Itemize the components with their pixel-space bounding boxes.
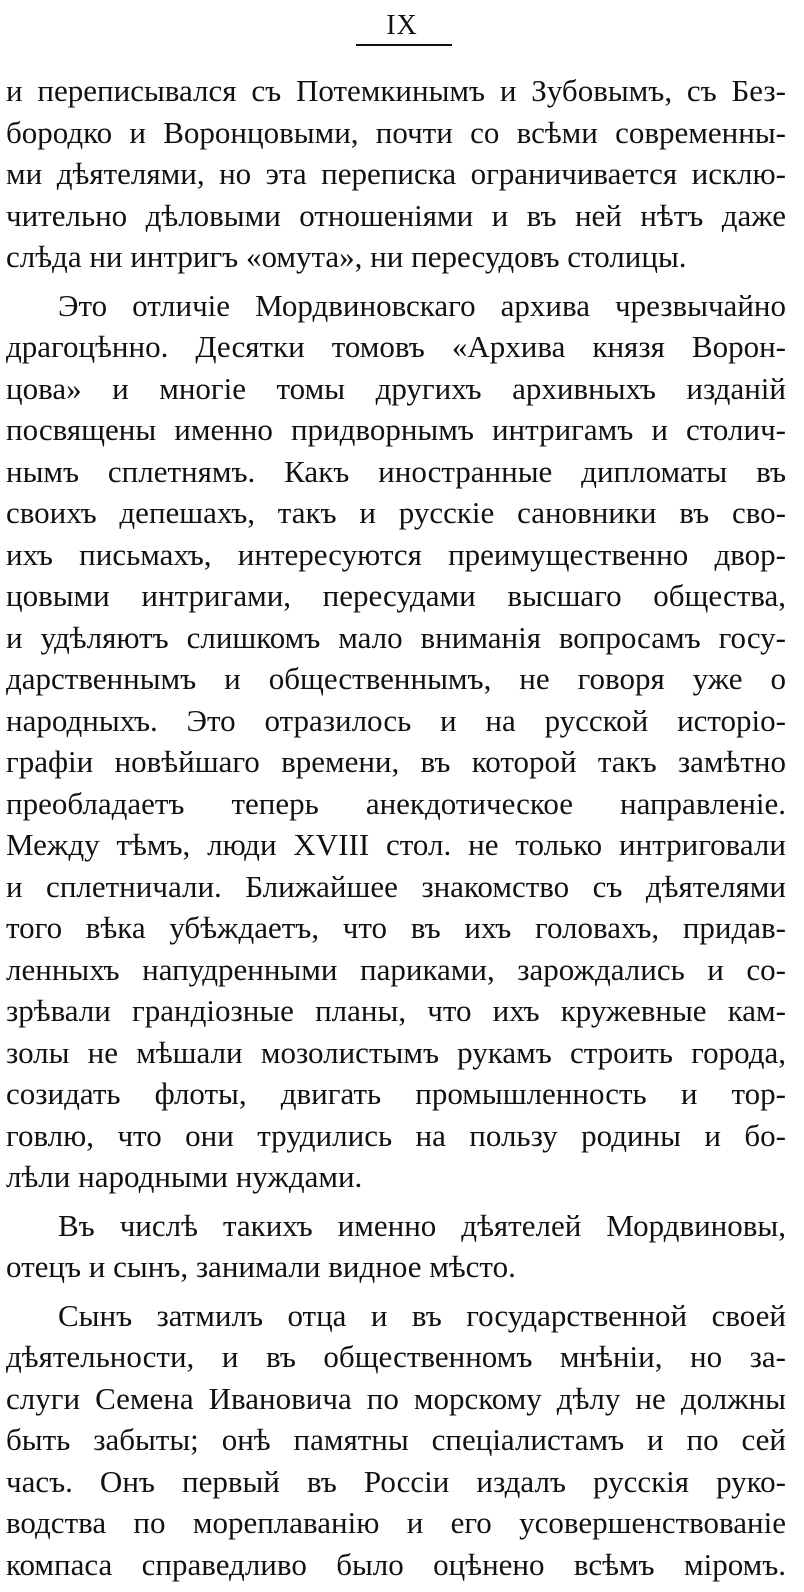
text-line: того вѣка убѣждаетъ, что въ ихъ головахъ, придав- (6, 910, 786, 945)
text-line: часъ. Онъ первый въ Россіи издалъ русскія руко- (6, 1463, 786, 1499)
text-line: и сплетничали. Ближайшее знакомство съ дѣятелями (6, 868, 786, 904)
text-line: слѣда ни интригъ «омута», ни пересудовъ столицы. (6, 239, 687, 274)
text-line: посвящены именно придворнымъ интригамъ и столич- (6, 412, 786, 447)
paragraph (6, 1205, 786, 1288)
text-line: лѣли народными нуждами. (6, 1159, 363, 1194)
text-line: и удѣляютъ слишкомъ мало вниманія вопросамъ госу- (6, 619, 786, 655)
page-header (0, 8, 804, 44)
text-line: слуги Семена Ивановича по морскому дѣлу не должны (6, 1380, 786, 1416)
text-line: созидать флоты, двигать промышленность и тор- (6, 1076, 786, 1111)
text-line: дарственнымъ и общественнымъ, не говоря уже о (6, 661, 786, 696)
text-line: Сынъ затмилъ отца и въ государственной своей (58, 1297, 786, 1333)
text-line: отецъ и сынъ, занимали видное мѣсто. (6, 1249, 516, 1284)
text-line: дѣятельности, и въ общественномъ мнѣніи, но за- (6, 1339, 786, 1374)
text-line: народныхъ. Это отразилось и на русской исторіо- (6, 702, 786, 738)
text-line: Между тѣмъ, люди XVIII стол. не только интриговали (6, 827, 786, 862)
paragraph (6, 1295, 786, 1586)
text-line: водства по мореплаванію и его усовершенствованіе (6, 1505, 786, 1540)
text-body (6, 70, 786, 1592)
text-line: графіи новѣйшаго времени, въ которой такъ замѣтно (6, 744, 786, 779)
text-line: и переписывался съ Потемкинымъ и Зубовымъ, съ Без- (6, 73, 786, 108)
page-number: IX (386, 10, 418, 41)
text-line: быть забыты; онѣ памятны спеціалистамъ и по сей (6, 1422, 786, 1457)
text-line: ленныхъ напудренными париками, зарождались и со- (6, 951, 786, 987)
text-line: компаса справедливо было оцѣнено всѣмъ міромъ. (6, 1546, 786, 1582)
text-line: нымъ сплетнямъ. Какъ иностранные дипломаты въ (6, 453, 786, 489)
text-line: преобладаетъ теперь анекдотическое направленіе. (6, 785, 786, 821)
text-line: цова» и многіе томы другихъ архивныхъ изданій (6, 370, 786, 406)
text-line: Въ числѣ такихъ именно дѣятелей Мордвиновы, (58, 1207, 786, 1243)
text-line: говлю, что они трудились на пользу родины и бо- (6, 1117, 786, 1153)
text-line: ихъ письмахъ, интересуются преимущественно двор- (6, 536, 786, 572)
text-line: Это отличіе Мордвиновскаго архива чрезвычайно (58, 287, 786, 323)
paragraph (6, 70, 786, 278)
text-line: драгоцѣнно. Десятки томовъ «Архива князя Ворон- (6, 329, 786, 364)
text-line: бородко и Воронцовыми, почти со всѣми современны- (6, 114, 786, 150)
text-line: золы не мѣшали мозолистымъ рукамъ строить города, (6, 1034, 786, 1070)
text-line: своихъ депешахъ, такъ и русскіе сановники въ сво- (6, 495, 786, 530)
text-line: чительно дѣловыми отношеніями и въ ней нѣтъ даже (6, 197, 786, 233)
text-line: зрѣвали грандіозные планы, что ихъ кружевные кам- (6, 993, 786, 1028)
text-line: цовыми интригами, пересудами высшаго общества, (6, 578, 786, 613)
text-line: ми дѣятелями, но эта переписка ограничивается исклю- (6, 156, 786, 191)
paragraph (6, 285, 786, 1198)
header-rule (356, 44, 452, 46)
